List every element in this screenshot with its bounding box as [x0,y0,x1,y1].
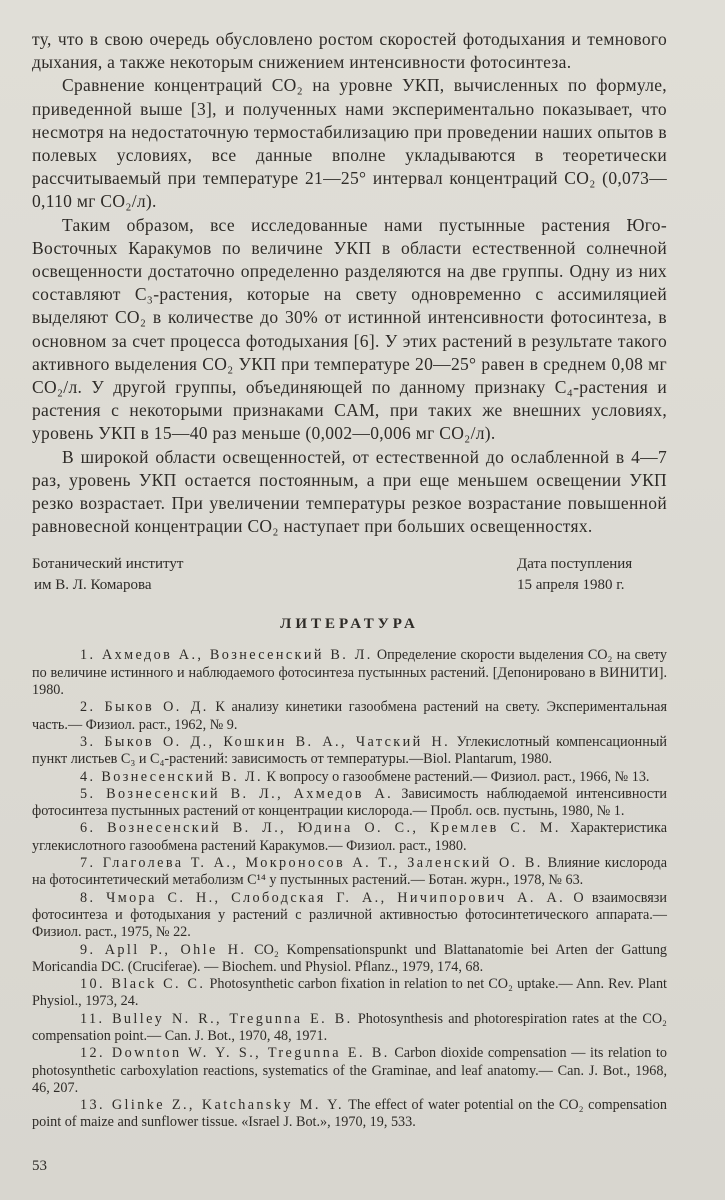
date-line: 15 апреля 1980 г. [517,577,625,594]
reference-text: Зависимость наблюдаемой интенсивности фотосинтеза пустынных растений от концентрации кислорода.— Пробл. осв. пустынь, 1980, № 1. [32,785,667,820]
reference-item [32,855,667,890]
reference-item [32,647,667,699]
paragraph: Таким образом, все исследованные нами пустынные растения Юго-Восточных Каракумов по величине УКП в области естественной солнечной освещенности достаточно определенно разделяются на две группы. Одну из них составляют C₃-растения, которые на свету одновременно с ассимиляцией выделяют CO₂ в количестве до 30% от истинной интенсивности фотосинтеза, в основном за счет процесса фотодыхания [6]. У этих растений в результате такого активного выделения CO₂ УКП при температуре 20—25° равен в среднем 0,08 мг CO₂/л. У другой группы, объединяющей по данному признаку C₄-растения и растения с некоторыми признаками CAM, при таких же внешних условиях, уровень УКП в 15—40 раз меньше (0,002—0,006 мг CO₂/л). [32,214,667,444]
reference-authors: 13. Glinke Z., Katchansky M. Y. [80,1097,344,1114]
reference-authors: 3. Быков О. Д., Кошкин В. А., Чатский Н. [80,733,451,750]
reference-authors: 8. Чмора С. Н., Слободская Г. А., Ничипорович А. А. [80,889,566,906]
reference-text: Определение скорости выделения CO₂ на свету по величине истинного и наблюдаемого фотосинтеза пустынных растений. [Депонировано в ВИНИТИ]. 1980. [32,647,667,699]
reference-text: The effect of water potential on the CO₂ compensation point of maize and sunflower tissue. «Israel J. Bot.», 1970, 19, 533. [32,1097,667,1131]
reference-text: Характеристика углекислотного газообмена растений Каракумов.— Физиол. раст., 1980. [32,820,667,854]
references-list [32,647,667,1131]
references-title: ЛИТЕРАТУРА [280,616,419,633]
body-text [32,28,667,538]
reference-text: Photosynthesis and photorespiration rates at the CO₂ compensation point.— Can. J. Bot., 1970, 48, 1971. [32,1010,668,1044]
page-number: 53 [32,1158,47,1174]
reference-authors: 9. Apll P., Ohle H. [80,941,247,958]
reference-text: CO₂ Kompensationspunkt und Blattanatomie bei Arten der Gattung Moricandia DC. (Cruciferae). — Biochem. und Physiol. Pflanz., 1979, 174, 68. [32,941,668,975]
reference-authors: 7. Глаголева Т. А., Мокроносов А. Т., Заленский О. В. [80,855,543,872]
reference-authors: 10. Black C. C. [80,976,206,993]
reference-item [32,786,667,821]
reference-item [32,890,667,942]
reference-item [32,734,667,769]
reference-text: Влияние кислорода на фотосинтетический метаболизм C¹⁴ у пустынных растений.— Ботан. журн., 1978, № 63. [32,855,667,889]
institution-line: им В. Л. Комарова [34,577,152,594]
reference-item [32,769,667,786]
reference-authors: 6. Вознесенский В. Л., Юдина О. С., Кремлев С. М. [80,820,561,837]
reference-item [32,1097,667,1132]
reference-text: Carbon dioxide compensation — its relation to photosynthetic carboxylation reactions, systematics of the Graminae, and leaf anatomy.— Can. J. Bot., 1968, 46, 207. [32,1045,667,1096]
reference-text: Углекислотный компенсационный пункт листьев C₃ и C₄-растений: зависимость от температуры.—Biol. Plantarum, 1980. [32,733,667,768]
paragraph: В широкой области освещенностей, от естественной до ослабленной в 4—7 раз, уровень УКП остается постоянным, а при еще меньшем освещении УКП резко возрастает. При увеличении температуры резкое возрастание повышенной равновесной концентрации CO₂ наступает при больших освещенностях. [32,446,667,537]
reference-authors: 1. Ахмедов А., Вознесенский В. Л. [80,647,373,664]
date-line: Дата поступления [517,556,633,573]
reference-authors: 4. Вознесенский В. Л. [80,768,263,785]
reference-text: О взаимосвязи фотосинтеза и фотодыхания у растений с различной активностью фотосинтетического аппарата.— Физиол. раст., 1975, № 22. [32,889,667,941]
reference-authors: 2. Быков О. Д. [80,699,209,716]
institution [32,554,252,596]
reference-item [32,699,667,734]
reference-text: Photosynthetic carbon fixation in relation to net CO₂ uptake.— Ann. Rev. Plant Physiol., 1973, 24. [32,976,667,1010]
institution-line: Ботанический институт [32,556,184,573]
reference-item [32,976,667,1011]
reference-item [32,820,667,855]
reference-authors: 5. Вознесенский В. Л., Ахмедов А. [80,785,394,802]
reference-authors: 11. Bulley N. R., Tregunna E. B. [80,1010,353,1027]
reference-item [32,942,667,977]
reference-item [32,1045,667,1097]
reference-item [32,1011,667,1046]
reference-text: К анализу кинетики газообмена растений на свету. Экспериментальная часть.— Физиол. раст., 1962, № 9. [32,699,667,733]
signature-block [32,554,667,596]
reference-authors: 12. Downton W. Y. S., Tregunna E. B. [80,1045,390,1062]
paragraph: Сравнение концентраций CO₂ на уровне УКП, вычисленных по формуле, приведенной выше [3], и полученных нами экспериментально показывает, что несмотря на недостаточную термостабилизацию при проведении наших опытов в полевых условиях, все данные вполне укладываются в теоретически рассчитываемый при температуре 21—25° интервал концентраций CO₂ (0,073—0,110 мг CO₂/л). [32,75,667,212]
paragraph: ту, что в свою очередь обусловлено ростом скоростей фотодыхания и темнового дыхания, а также некоторым снижением интенсивности фотосинтеза. [32,29,667,73]
reference-text: К вопросу о газообмене растений.— Физиол. раст., 1966, № 13. [263,768,650,785]
received-date [517,554,667,596]
